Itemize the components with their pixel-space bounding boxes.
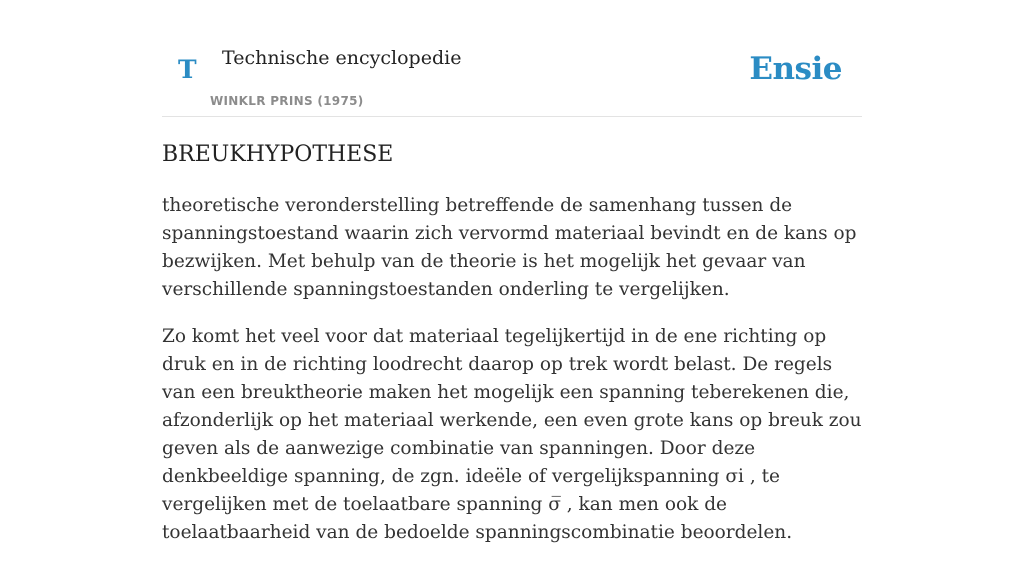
brand-logo[interactable]: Ensie — [749, 51, 842, 87]
entry-body — [162, 192, 862, 566]
entry-paragraph-2: Zo komt het veel voor dat materiaal tegelijkertijd in de ene richting op druk en in de richting loodrecht daarop op trek wordt belast. De regels van een breuktheorie maken het mogelijk een spanning teberekenen die, afzonderlijk op het materiaal werkende, een even grote kans op breuk zou geven als de aanwezige combinatie van spanningen. Door deze denkbeeldige spanning, de zgn. ideële of vergelijkspanning σi , te vergelijken met de toelaatbare spanning σ̅ , kan men ook de toelaatbaarheid van de bedoelde spanningscombinatie beoordelen. — [162, 326, 862, 543]
publication-title[interactable]: Technische encyclopedie — [222, 47, 462, 69]
publication-logo-icon[interactable]: T — [178, 55, 197, 84]
entry-paragraph-1: theoretische veronderstelling betreffende de samenhang tussen de spanningstoestand waarin zich vervormd materiaal bevindt en de kans op bezwijken. Met behulp van de theorie is het mogelijk het gevaar van verschillende spanningstoestanden onderling te vergelijken. — [162, 195, 857, 300]
header — [162, 0, 862, 117]
page-container — [162, 0, 862, 543]
publication-subtitle: WINKLR PRINS (1975) — [210, 94, 364, 108]
entry-title: BREUKHYPOTHESE — [162, 142, 394, 167]
